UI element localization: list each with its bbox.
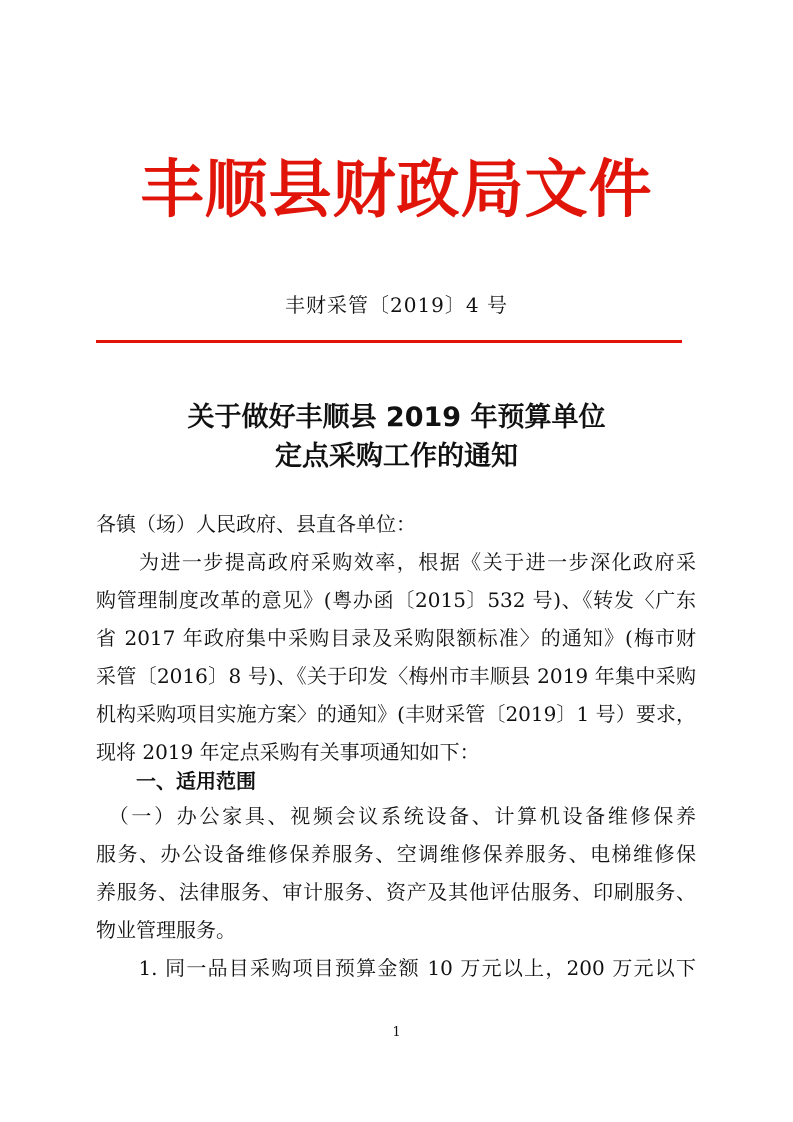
document-masthead: 丰顺县财政局文件 xyxy=(140,153,653,226)
red-divider-rule xyxy=(96,340,682,343)
notice-title-line-2: 定点采购工作的通知 xyxy=(275,441,518,472)
document-number: 丰财采管〔2019〕4 号 xyxy=(285,293,508,317)
paragraph-line: （一）办公家具、视频会议系统设备、计算机设备维修保养 xyxy=(96,804,696,828)
paragraph-line: 服务、办公设备维修保养服务、空调维修保养服务、电梯维修保 xyxy=(96,842,696,866)
page-number: 1 xyxy=(392,1025,401,1040)
paragraph-line: 物业管理服务。 xyxy=(96,918,236,942)
paragraph-line: 现将 2019 年定点采购有关事项通知如下： xyxy=(96,740,480,764)
paragraph-line: 养服务、法律服务、审计服务、资产及其他评估服务、印刷服务、 xyxy=(96,880,696,904)
paragraph-line: 省 2017 年政府集中采购目录及采购限额标准〉的通知》(梅市财 xyxy=(96,626,696,650)
notice-title-line-1: 关于做好丰顺县 2019 年预算单位 xyxy=(187,402,606,433)
section-heading: 一、适用范围 xyxy=(96,769,256,793)
paragraph-line: 为进一步提高政府采购效率，根据《关于进一步深化政府采 xyxy=(96,550,696,574)
paragraph-line: 采管〔2016〕8 号)、《关于印发〈梅州市丰顺县 2019 年集中采购 xyxy=(96,664,696,688)
paragraph-line: 机构采购项目实施方案〉的通知》(丰财采管〔2019〕1 号）要求， xyxy=(96,702,696,726)
paragraph-line: 购管理制度改革的意见》(粤办函〔2015〕532 号)、《转发〈广东 xyxy=(96,588,696,612)
paragraph-line: 1. 同一品目采购项目预算金额 10 万元以上，200 万元以下 xyxy=(96,956,696,980)
salutation: 各镇（场）人民政府、县直各单位： xyxy=(96,512,416,536)
